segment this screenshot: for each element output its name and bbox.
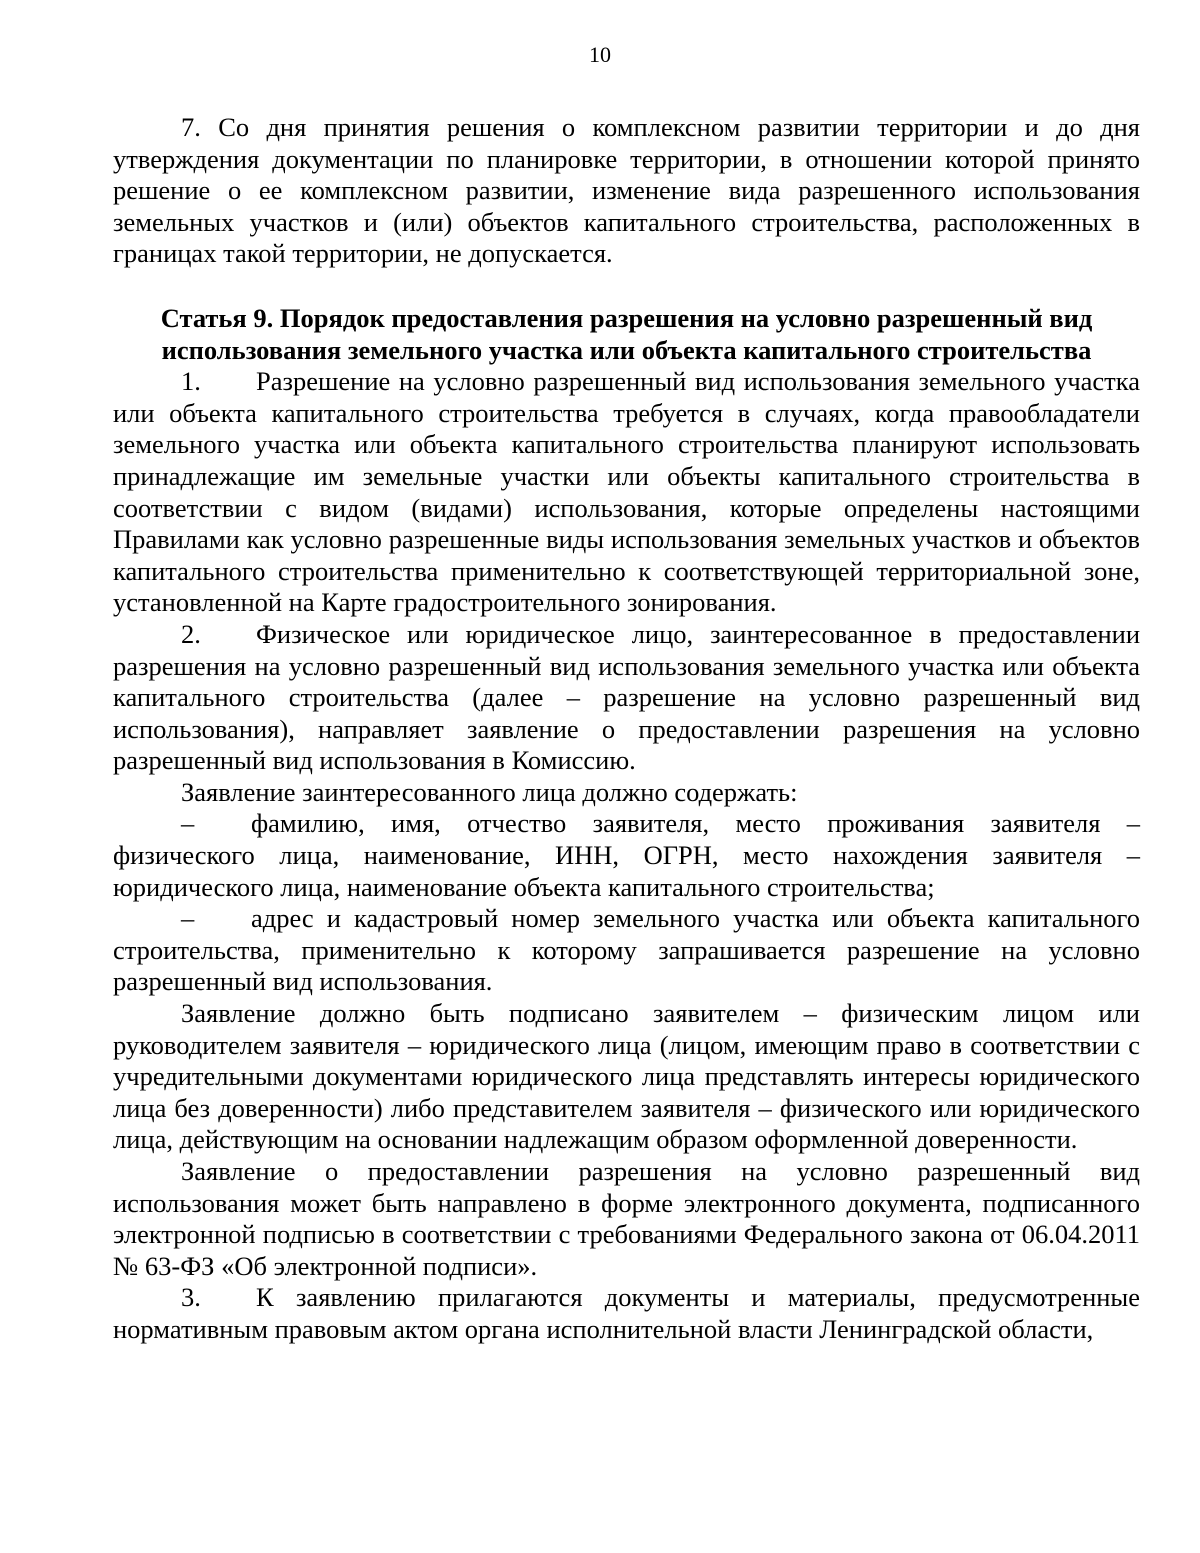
- document-body: [113, 112, 1140, 1346]
- paragraph-7: 7. Со дня принятия решения о комплексном развитии территории и до дня утверждения документации по планировке территории, в отношении которой принято решение о ее комплексном развитии, изменение вида разрешенного использования земельных участков и (или) объектов капитального строительства, расположенных в границах такой территории, не допускается.: [113, 112, 1140, 269]
- item-2: [113, 619, 1140, 777]
- item-1-text: Разрешение на условно разрешенный вид использования земельного участка или объекта капитального строительства требуется в случаях, когда правообладатели земельного участка или объекта капитального строительства планируют использовать принадлежащие им земельные участки или объекты капитального строительства в соответствии с видом (видами) использования, которые определены настоящими Правилами как условно разрешенные виды использования земельных участков и объектов капитального строительства применительно к соответствующей территориальной зоне, установленной на Карте градостроительного зонирования.: [113, 366, 1140, 618]
- bullet-1-text: фамилию, имя, отчество заявителя, место проживания заявителя – физического лица, наименование, ИНН, ОГРН, место нахождения заявителя – юридического лица, наименование объекта капитального строительства;: [113, 808, 1140, 902]
- dash-marker: –: [181, 903, 195, 934]
- bullet-2-text: адрес и кадастровый номер земельного участка или объекта капитального строительства, применительно к которому запрашивается разрешение на условно разрешенный вид использования.: [113, 903, 1140, 997]
- item-1-number: 1.: [181, 366, 201, 397]
- item-3-number: 3.: [181, 1282, 201, 1313]
- article-9-title: [113, 303, 1140, 366]
- electronic-document-paragraph: Заявление о предоставлении разрешения на условно разрешенный вид использования может быть направлено в форме электронного документа, подписанного электронной подписью в соответствии с требованиями Федерального закона от 06.04.2011 № 63-ФЗ «Об электронной подписи».: [113, 1156, 1140, 1281]
- article-title-line-2: использования земельного участка или объекта капитального строительства: [161, 334, 1092, 365]
- statement-intro: Заявление заинтересованного лица должно содержать:: [181, 776, 798, 807]
- dash-marker: –: [181, 808, 195, 839]
- bullet-2: [113, 903, 1140, 998]
- item-2-number: 2.: [181, 618, 201, 649]
- bullet-1: [113, 808, 1140, 903]
- article-title-line-1: Статья 9. Порядок предоставления разрешения на условно разрешенный вид: [160, 302, 1093, 333]
- item-3-text: К заявлению прилагаются документы и материалы, предусмотренные нормативным правовым актом органа исполнительной власти Ленинградской области,: [113, 1282, 1140, 1344]
- item-1: [113, 366, 1140, 619]
- item-2-text: Физическое или юридическое лицо, заинтересованное в предоставлении разрешения на условно разрешенный вид использования земельного участка или объекта капитального строительства (далее – разрешение на условно разрешенный вид использования), направляет заявление о предоставлении разрешения на условно разрешенный вид использования в Комиссию.: [113, 618, 1140, 776]
- page-number: 10: [589, 42, 611, 67]
- item-3: [113, 1282, 1140, 1345]
- signature-paragraph: Заявление должно быть подписано заявителем – физическим лицом или руководителем заявителя – юридического лица (лицом, имеющим право в соответствии с учредительными документами юридического лица представлять интересы юридического лица без доверенности) либо представителем заявителя – физического или юридического лица, действующим на основании надлежащим образом оформленной доверенности.: [113, 998, 1140, 1155]
